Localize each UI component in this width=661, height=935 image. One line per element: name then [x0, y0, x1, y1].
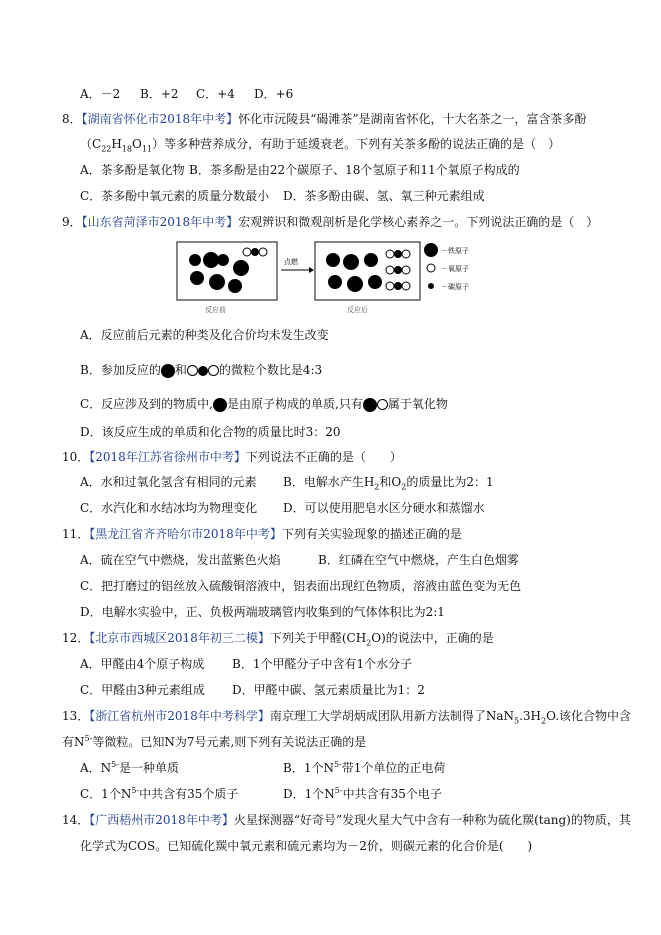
q9-source: 【山东省菏泽市2018年中考】	[81, 215, 239, 229]
q11-stem	[62, 526, 462, 542]
q13-stem-line1: 13．【浙江省杭州市2018年中考科学】南京理工大学胡炳成团队用新方法制得了$NaN_5.3H_2O$.该化合物中含	[62, 709, 632, 726]
q9-fig-before-label: 反应前	[205, 307, 226, 314]
q9-legend-oxygen: －氧原子	[441, 266, 469, 273]
oxygen-atom-icon	[377, 399, 388, 410]
q10-option-d: D．可以使用肥皂水区分硬水和蒸馏水	[283, 501, 485, 515]
q9-option-c: C．反应涉及到的物质中, 是由原子构成的单质,只有 属于氧化物	[80, 397, 448, 411]
q8-stem-line2: $(C_{22}H_{18}O_{11})$等多种营养成分，有助于延缓衰老。下列有关茶多酚的说法正确的是（ ）	[80, 137, 561, 154]
q9-stem	[62, 214, 598, 230]
q10-option-a: A．水和过氧化氢含有相同的元素	[80, 475, 257, 489]
q8-option-c: C．茶多酚中氧元素的质量分数最小	[80, 189, 270, 203]
q8-source: 【湖南省怀化市2018年中考】	[81, 112, 239, 126]
q7-option-c: C．+4	[196, 87, 235, 101]
q7-option-a: A．	[80, 87, 101, 101]
q7-option-a-value: －2	[100, 87, 121, 101]
q7-option-b: B．+2	[140, 87, 179, 101]
q9-option-b: B．参加反应的 和 的微粒个数比是4:3	[80, 363, 323, 377]
q12-stem: 12．【北京市西城区2018年初三二模】下列关于甲醛$(CH_2O)$的说法中，正确的是	[62, 631, 494, 648]
q12-option-a: A．甲醛由4个原子构成	[80, 657, 205, 671]
q14-stem1: 火星探测器“好奇号”发现火星大气中含有一种称为硫化羰(tang)的物质，其	[233, 813, 631, 827]
oxygen-atom-icon	[187, 365, 198, 376]
q12-number: 12．	[62, 631, 90, 645]
q8-stem-line1	[62, 111, 586, 127]
q13-option-c: C．1个$N^{5-}$中共含有35个质子	[80, 786, 239, 801]
q9-reaction-diagram	[175, 240, 490, 315]
q9-legend-iron: －铁原子	[441, 248, 469, 255]
q11-stem-text: 下列有关实验现象的描述正确的是	[281, 527, 462, 541]
q13-option-d: D．1个$N^{5-}$中共含有35个电子	[283, 786, 442, 801]
q9-option-d: D．该反应生成的单质和化合物的质量比时3：20	[80, 425, 341, 439]
q13-option-a: A．$N^{5-}$是一种单质	[80, 760, 179, 775]
q10-source: 【2018年江苏省徐州市中考】	[89, 450, 246, 464]
q11-option-c: C．把打磨过的铝丝放入硫酸铜溶液中，铝表面出现红色物质，溶液由蓝色变为无色	[80, 579, 522, 593]
q8-stem1: 怀化市沅陵县“碣滩茶”是湖南省怀化，十大名茶之一，富含茶多酚	[238, 112, 587, 126]
q8-option-d: D．茶多酚由碳、氢、氧三种元素组成	[283, 189, 485, 203]
q9-number: 9．	[62, 215, 82, 229]
q10-number: 10．	[62, 450, 90, 464]
q14-number: 14．	[62, 813, 90, 827]
q12-option-b: B．1个甲醛分子中含有1个水分子	[232, 657, 413, 671]
q9-option-a: A．反应前后元素的种类及化合价均未发生改变	[80, 328, 329, 342]
oxygen-atom-icon	[208, 365, 219, 376]
q14-stem-line2: 化学式为COS。已知硫化羰中氧元素和硫元素均为－2价，则碳元素的化合价是( )	[80, 839, 533, 853]
q11-source: 【黑龙江省齐齐哈尔市2018年中考】	[89, 527, 282, 541]
q12-option-c: C．甲醛由3种元素组成	[80, 683, 205, 697]
q9-diagram-svg	[175, 240, 490, 315]
q8-number: 8．	[62, 112, 82, 126]
q14-stem-line1	[62, 812, 631, 828]
q9-fig-after-label: 反应后	[347, 307, 368, 314]
q12-source: 【北京市西城区2018年初三二模】	[89, 631, 270, 645]
q10-stem-text: 下列说法不正确的是（ ）	[245, 450, 402, 464]
q11-option-b: B．红磷在空气中燃烧，产生白色烟雾	[318, 553, 519, 567]
q14-source: 【广西梧州市2018年中考】	[89, 813, 234, 827]
q9-legend-carbon: －碳原子	[441, 284, 469, 291]
carbon-atom-icon	[198, 366, 208, 376]
q12-option-d: D．甲醛中碳、氢元素质量比为1：2	[232, 683, 425, 697]
carbon-atom-icon	[363, 398, 377, 412]
q8-option-a: A．茶多酚是氧化物	[80, 163, 185, 177]
q9-fig-arrow-label: 点燃	[284, 259, 298, 266]
q13-source: 【浙江省杭州市2018年中考科学】	[89, 709, 270, 723]
q8-option-b: B．茶多酚是由22个碳原子、18个氢原子和11个氧原子构成的	[189, 163, 520, 177]
q13-option-b: B．1个$N^{5-}$带1个单位的正电荷	[283, 760, 446, 775]
q10-option-c: C．水汽化和水结冰均为物理变化	[80, 501, 258, 515]
q10-option-b: B．电解水产生$H_2$和$O_2$的质量比为2：1	[283, 475, 494, 492]
q11-option-a: A．硫在空气中燃烧，发出蓝紫色火焰	[80, 553, 281, 567]
q11-number: 11．	[62, 527, 90, 541]
q7-option-d: D．+6	[254, 87, 294, 101]
iron-atom-icon	[213, 398, 227, 412]
q13-number: 13．	[62, 709, 90, 723]
q10-stem	[62, 449, 402, 465]
q13-stem-line2: 有$N^{5-}$等微粒。已知N为7号元素,则下列有关说法正确的是	[62, 734, 367, 749]
iron-atom-icon	[161, 364, 175, 378]
q9-stem-text: 宏观辨识和微观剖析是化学核心素养之一。下列说法正确的是（ ）	[238, 215, 599, 229]
q8-stem2: ）等多种营养成分，有助于延缓衰老。下列有关茶多酚的说法正确的是（ ）	[152, 137, 561, 151]
q11-option-d: D．电解水实验中，正、负极两端玻璃管内收集到的气体体积比为2:1	[80, 605, 445, 619]
